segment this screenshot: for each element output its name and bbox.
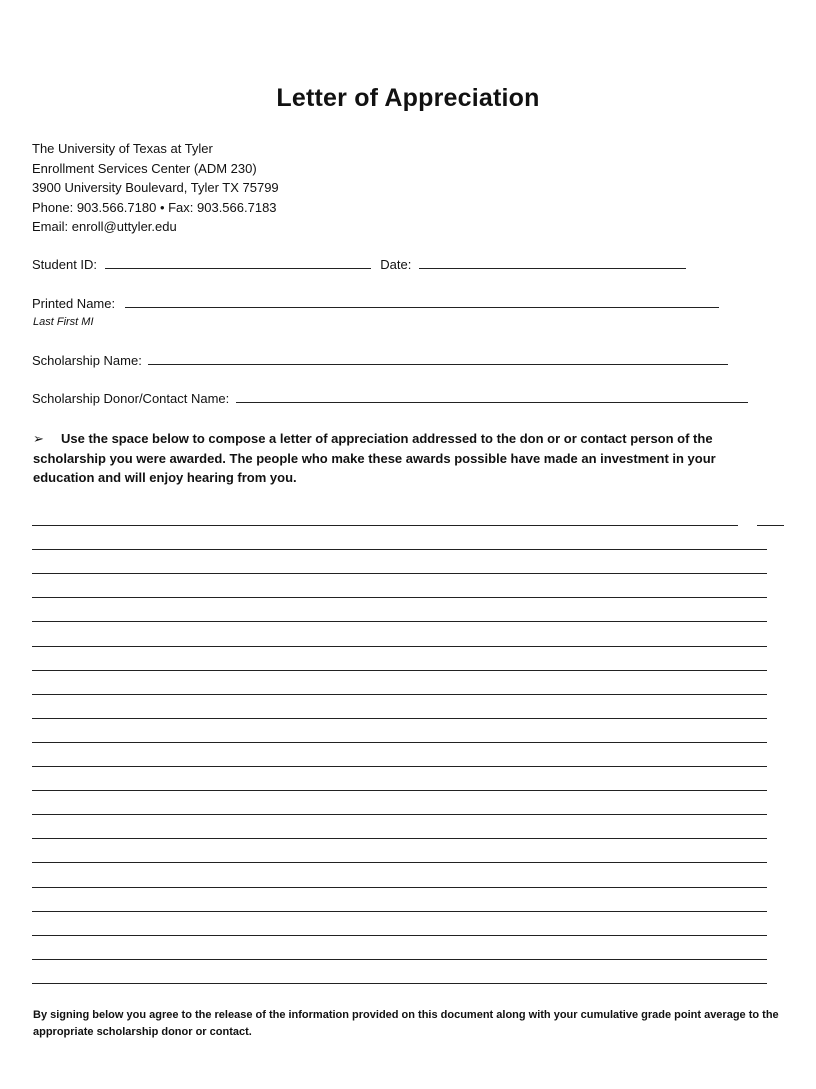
writing-line[interactable] [32,549,767,550]
writing-line[interactable] [32,742,767,743]
writing-line[interactable] [32,959,767,960]
writing-line-segment[interactable] [757,525,784,526]
consent-statement: By signing below you agree to the release of the information provided on this document along with your cumulative grade point average to the appropriate scholarship donor or contact. [33,1009,779,1038]
page-title: Letter of Appreciation [276,84,540,112]
printed-name-label: Printed Name: [32,296,116,311]
writing-line[interactable] [32,766,767,767]
scholarship-name-row [32,353,728,368]
address-line-university: The University of Texas at Tyler [32,141,213,156]
writing-line[interactable] [32,573,767,574]
printed-name-hint: Last First MI [33,316,94,328]
writing-line[interactable] [32,597,767,598]
writing-line[interactable] [32,718,767,719]
arrow-bullet-icon: ➢ [33,431,44,446]
scholarship-name-field[interactable] [148,353,728,365]
writing-line[interactable] [32,887,767,888]
date-field[interactable] [419,257,686,269]
student-id-row [32,257,686,272]
student-id-label: Student ID: [32,257,98,272]
address-line-street: 3900 University Boulevard, Tyler TX 75799 [32,180,279,196]
address-line-office: Enrollment Services Center (ADM 230) [32,160,257,176]
writing-line[interactable] [32,935,767,936]
donor-name-row [32,391,748,406]
writing-line[interactable] [32,525,738,526]
address-block [32,139,279,237]
instructions-text: Use the space below to compose a letter of appreciation addressed to the don or or contact person of the scholarship you were awarded. The people who make these awards possible have made an investment in your education and will enjoy hearing from you. [33,431,716,485]
address-line-phone: Phone: 903.566.7180 • Fax: 903.566.7183 [32,199,277,215]
writing-line[interactable] [32,790,767,791]
writing-line[interactable] [32,621,767,622]
date-label: Date: [380,257,412,272]
address-line-email: Email: enroll@uttyler.edu [32,219,177,235]
writing-line[interactable] [32,838,767,839]
printed-name-row [32,296,719,311]
writing-line[interactable] [32,983,767,984]
writing-line[interactable] [32,670,767,671]
scholarship-name-label: Scholarship Name: [32,353,142,368]
writing-line[interactable] [32,694,767,695]
donor-name-field[interactable] [236,391,748,403]
writing-line[interactable] [32,911,767,912]
student-id-field[interactable] [105,257,371,269]
donor-name-label: Scholarship Donor/Contact Name: [32,391,230,406]
writing-line[interactable] [32,814,767,815]
instructions [33,429,733,488]
writing-line[interactable] [32,646,767,647]
writing-line[interactable] [32,862,767,863]
printed-name-field[interactable] [125,296,719,308]
